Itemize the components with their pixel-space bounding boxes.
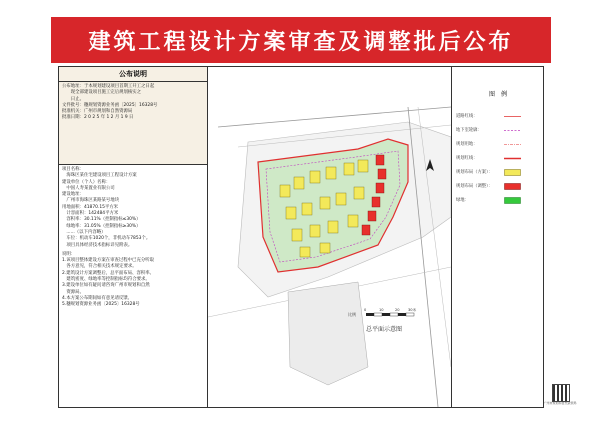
notice-frame: [58, 66, 544, 408]
legend-adjusted-swatch-icon: [504, 183, 521, 190]
legend-item: [452, 111, 544, 123]
legend-green-swatch-icon: [504, 197, 521, 204]
legend-basement-line-icon: [504, 127, 521, 134]
legend-item: [452, 181, 544, 193]
note-line: 3.建设单位如有疑问请咨询广州市规划和自然: [62, 283, 150, 289]
note-line: 建筑密度、绿地率等控制指标均符合要求。: [62, 277, 150, 283]
project-line: 建设地址：: [62, 192, 84, 198]
project-line: 中国人寿某置业有限公司: [62, 185, 115, 191]
legend-item: [452, 125, 544, 137]
scale-tick: 30米: [408, 308, 417, 312]
legend-label: 规划布局（方案）：: [456, 170, 493, 175]
note-line: 各方意见，符合相关技术规定要求。: [62, 264, 137, 270]
legend-item: [452, 139, 544, 151]
project-line: 项目具体经济技术指标详见附表。: [62, 242, 133, 248]
note-line: 资源局。: [62, 289, 84, 295]
notice-panel: [59, 67, 208, 407]
legend-label: 规划布局（调整）：: [456, 184, 493, 189]
project-line: 项目名称：: [62, 167, 84, 172]
scale-label: 比例: [348, 312, 356, 317]
map-caption: 总平面示意图: [366, 326, 403, 333]
legend-label: 绿地：: [456, 198, 469, 203]
legend-label: 规划红线：: [456, 156, 478, 161]
notice-line: 文件批号：穗规划资源业务函〔2025〕16328号: [62, 102, 158, 108]
scale-tick: 10: [379, 308, 384, 312]
note-line: 5.穗规划资源业务函〔2025〕16328号: [62, 302, 140, 308]
legend-panel: [451, 67, 544, 407]
project-line: 车位：机动车1020个，非机动车7853个。: [62, 236, 151, 242]
project-line: 建设单位（个人）名称：: [62, 179, 111, 185]
project-line: 广州市海珠区某路某号地块: [62, 198, 120, 204]
legend-label: 道路红线：: [456, 114, 478, 119]
note-line: 2.建筑设计方案调整后，总平面布局、容积率、: [62, 270, 155, 276]
legend-redline-icon: [504, 155, 521, 162]
scale-tick: 0: [364, 308, 367, 312]
legend-item: [452, 153, 544, 165]
note-line: 1.该项目整体建设方案在审查过程中已充分听取: [62, 258, 155, 264]
project-line: ......（以下内容略）: [62, 229, 106, 235]
notice-line: 现全部建设项目施工完后规划核实之: [62, 90, 142, 96]
project-line: 海珠区某住宅建设项目工程设计方案: [62, 173, 137, 179]
project-line: 用地面积：41870.15平方米: [62, 204, 119, 210]
scale-bar: [366, 313, 414, 316]
project-line: 绿地率：31.05%（控制指标≥30%）: [62, 223, 141, 229]
project-line: 容积率：30.11%（控制指标≤30%）: [62, 217, 141, 223]
notice-heading: 公布说明: [59, 67, 207, 82]
site-plan-drawing: [208, 67, 451, 407]
legend-road-line-icon: [504, 113, 521, 120]
qr-code-icon: [552, 384, 570, 402]
note-line: 4.本方案公布期间如有意见请反馈。: [62, 295, 133, 301]
lower-parcel: [288, 282, 368, 385]
qr-caption: 广州市规划和自然资源局: [543, 401, 577, 405]
notice-line: 日止。: [62, 96, 84, 102]
legend-item: [452, 167, 544, 179]
legend-landuse-line-icon: [504, 141, 521, 148]
project-info: [59, 165, 207, 311]
scale-tick: 20: [395, 308, 400, 312]
notice-line: 公布地址：于本规划建设项目首期工开工之日起: [62, 84, 155, 89]
legend-title: 图 例: [488, 91, 507, 98]
legend-building-swatch-icon: [504, 169, 521, 176]
legend-label: 规划用地：: [456, 142, 478, 147]
notice-line: 批准机关：广州市规划和自然资源局: [62, 109, 133, 115]
notes-title: 说明：: [62, 251, 76, 257]
legend-label: 地下室轮廓：: [456, 128, 482, 133]
project-line: 计容面积：142484平方米: [62, 211, 119, 217]
site-plan-map: [208, 67, 451, 407]
legend-item: [452, 195, 544, 207]
page-title: 建筑工程设计方案审查及调整批后公布: [51, 17, 551, 63]
notice-line: 批准日期：2 0 2 5 年 1 2 月 1 9 日: [62, 115, 134, 121]
notice-body: [59, 82, 207, 165]
qr-code: [540, 384, 580, 406]
